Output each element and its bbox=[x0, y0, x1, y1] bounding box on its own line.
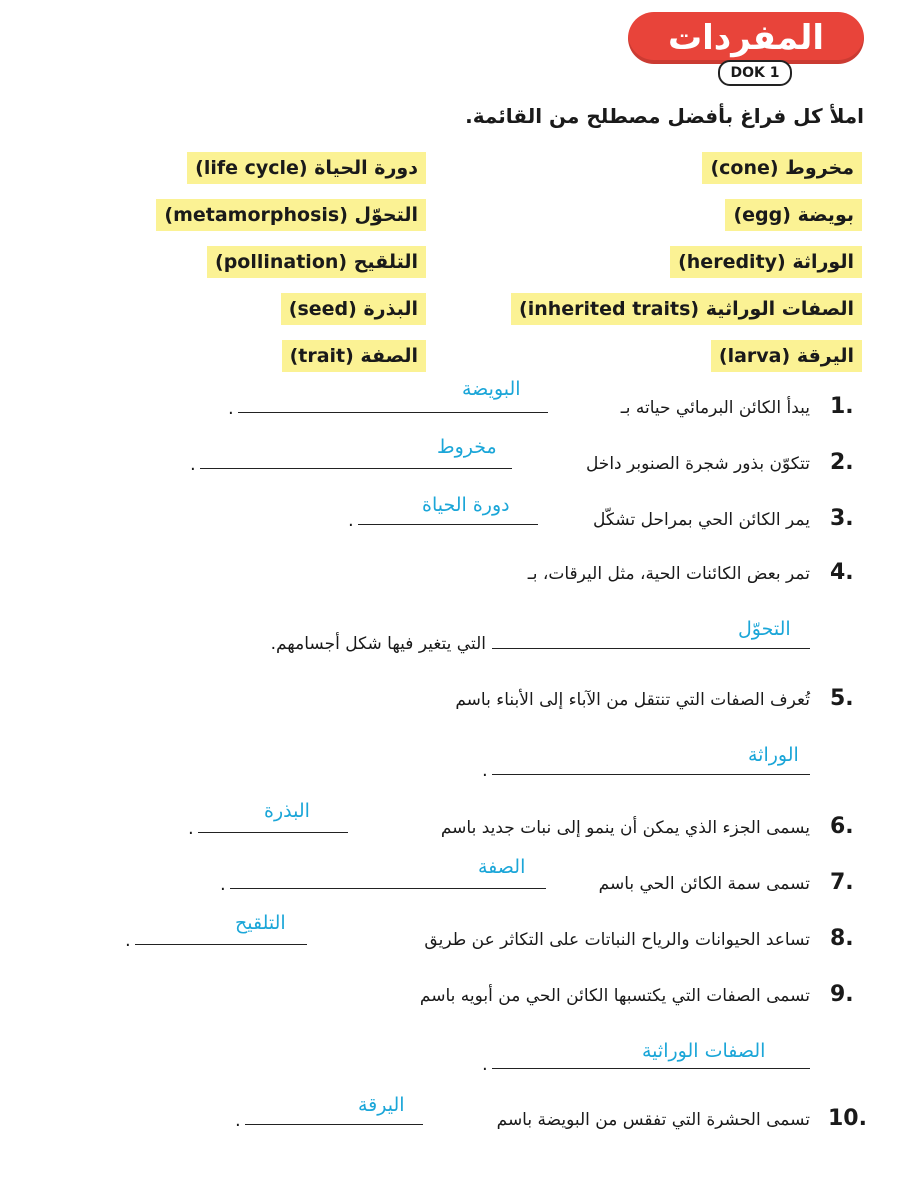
term-egg: بويضة (egg) bbox=[725, 199, 862, 231]
section-title-badge bbox=[628, 12, 864, 64]
period: . bbox=[228, 398, 234, 419]
question-number: 8. bbox=[830, 926, 854, 951]
answer-blank[interactable] bbox=[492, 1068, 810, 1069]
period: . bbox=[190, 454, 196, 475]
answer-text: التلقيح bbox=[235, 912, 286, 934]
question-text: تُعرف الصفات التي تنتقل من الآباء إلى الأبناء باسم bbox=[455, 690, 810, 710]
answer-blank[interactable] bbox=[230, 888, 546, 889]
period: . bbox=[220, 874, 226, 895]
answer-blank[interactable] bbox=[358, 524, 538, 525]
answer-text: الوراثة bbox=[748, 744, 799, 766]
dok-badge: DOK 1 bbox=[718, 60, 792, 86]
answer-text: دورة الحياة bbox=[422, 494, 510, 516]
question-text: تسمى سمة الكائن الحي باسم bbox=[598, 874, 810, 894]
question-number: 6. bbox=[830, 814, 854, 839]
question-text: تمر بعض الكائنات الحية، مثل اليرقات، بـ bbox=[527, 564, 810, 584]
question-number: 4. bbox=[830, 560, 854, 585]
question-number: 9. bbox=[830, 982, 854, 1007]
period: . bbox=[482, 1054, 488, 1075]
question-text: يمر الكائن الحي بمراحل تشكّل bbox=[593, 510, 810, 530]
question-number: 10. bbox=[828, 1106, 867, 1131]
term-metamorphosis: التحوّل (metamorphosis) bbox=[156, 199, 426, 231]
period: . bbox=[188, 818, 194, 839]
answer-text: التحوّل bbox=[738, 618, 791, 640]
instruction-text: املأ كل فراغ بأفضل مصطلح من القائمة. bbox=[465, 104, 864, 128]
question-number: 2. bbox=[830, 450, 854, 475]
section-title: المفردات bbox=[667, 18, 825, 58]
question-number: 7. bbox=[830, 870, 854, 895]
question-number: 5. bbox=[830, 686, 854, 711]
term-seed: البذرة (seed) bbox=[281, 293, 426, 325]
question-number: 1. bbox=[830, 394, 854, 419]
answer-text: اليرقة bbox=[358, 1094, 405, 1116]
answer-blank[interactable] bbox=[135, 944, 307, 945]
term-trait: الصفة (trait) bbox=[282, 340, 426, 372]
answer-text: البذرة bbox=[264, 800, 310, 822]
answer-text: مخروط bbox=[437, 436, 497, 458]
term-pollination: التلقيح (pollination) bbox=[207, 246, 426, 278]
period: . bbox=[235, 1110, 241, 1131]
term-larva: اليرقة (larva) bbox=[711, 340, 862, 372]
answer-blank[interactable] bbox=[238, 412, 548, 413]
question-text: يبدأ الكائن البرمائي حياته بـ bbox=[620, 398, 810, 418]
question-text: تساعد الحيوانات والرياح النباتات على التكاثر عن طريق bbox=[424, 930, 810, 950]
answer-blank[interactable] bbox=[492, 648, 810, 649]
term-heredity: الوراثة (heredity) bbox=[670, 246, 862, 278]
answer-blank[interactable] bbox=[245, 1124, 423, 1125]
question-text: يسمى الجزء الذي يمكن أن ينمو إلى نبات جديد باسم bbox=[440, 818, 810, 838]
question-text: تتكوّن بذور شجرة الصنوبر داخل bbox=[585, 454, 810, 474]
answer-blank[interactable] bbox=[200, 468, 512, 469]
answer-text: البويضة bbox=[462, 378, 521, 400]
term-cone: مخروط (cone) bbox=[702, 152, 862, 184]
question-text: تسمى الصفات التي يكتسبها الكائن الحي من أبويه باسم bbox=[419, 986, 810, 1006]
question-text-continued: التي يتغير فيها شكل أجسامهم. bbox=[270, 634, 486, 654]
term-life-cycle: دورة الحياة (life cycle) bbox=[187, 152, 426, 184]
answer-blank[interactable] bbox=[198, 832, 348, 833]
period: . bbox=[482, 760, 488, 781]
question-text: تسمى الحشرة التي تفقس من البويضة باسم bbox=[496, 1110, 810, 1130]
answer-text: الصفة bbox=[478, 856, 526, 878]
answer-text: الصفات الوراثية bbox=[642, 1040, 766, 1062]
period: . bbox=[348, 510, 354, 531]
answer-blank[interactable] bbox=[492, 774, 810, 775]
period: . bbox=[125, 930, 131, 951]
question-number: 3. bbox=[830, 506, 854, 531]
term-inherited-traits: الصفات الوراثية (inherited traits) bbox=[511, 293, 862, 325]
